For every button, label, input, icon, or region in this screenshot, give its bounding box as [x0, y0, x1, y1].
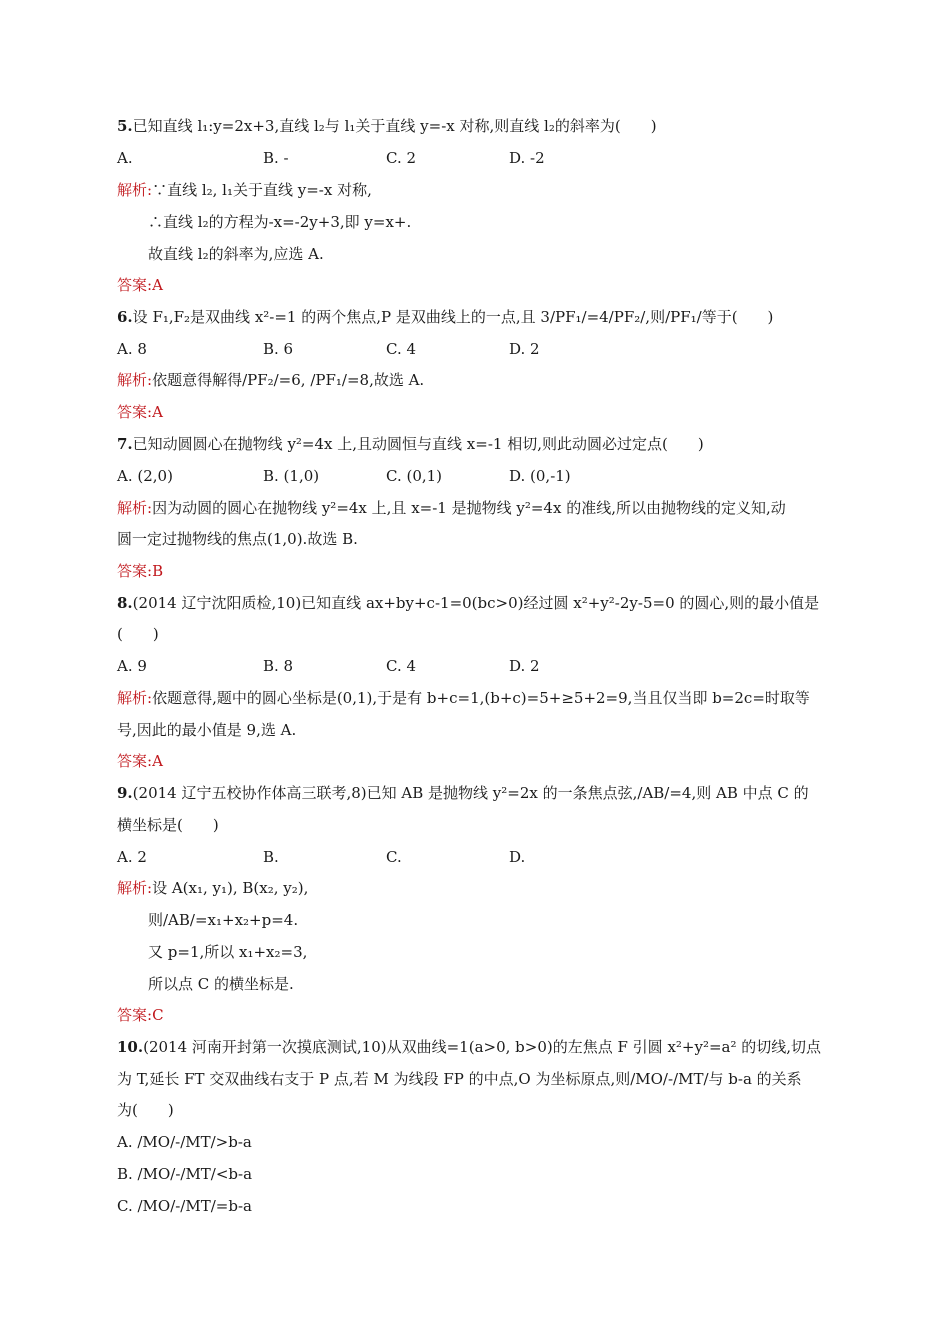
question-5-stem	[117, 116, 657, 136]
analysis-line: 号,因此的最小值是 9,选 A.	[117, 721, 297, 739]
question-6-analysis	[117, 370, 424, 390]
option-c: C.	[386, 848, 402, 866]
answer-label: 答案:	[117, 276, 153, 294]
question-text: (2014 辽宁五校协作体高三联考,8)已知 AB 是抛物线 y²=2x 的一条焦点弦,/AB/=4,则 AB 中点 C 的	[132, 784, 809, 802]
question-number: 10.	[117, 1038, 144, 1056]
analysis-line: 圆一定过抛物线的焦点(1,0).故选 B.	[117, 530, 358, 548]
analysis-line: 故直线 l₂的斜率为,应选 A.	[148, 245, 324, 263]
question-7-answer	[117, 561, 163, 581]
analysis-line: 则/AB/=x₁+x₂+p=4.	[148, 911, 299, 929]
question-number: 8.	[117, 594, 133, 612]
analysis-label: 解析:	[117, 689, 153, 707]
question-stem-line: 为 T,延长 FT 交双曲线右支于 P 点,若 M 为线段 FP 的中点,O 为坐标原点,则/MO/-/MT/与 b-a 的关系	[117, 1070, 802, 1088]
analysis-text: 依题意得,题中的圆心坐标是(0,1),于是有 b+c=1,(b+c)=5+≥5+2=9,当且仅当即 b=2c=时取等	[152, 689, 810, 707]
option-c: C. 2	[386, 149, 417, 167]
question-6-answer	[117, 402, 163, 422]
question-5-analysis	[117, 180, 372, 200]
option-a: A. 9	[117, 657, 147, 675]
question-number: 6.	[117, 308, 133, 326]
question-7-analysis	[117, 498, 786, 518]
answer-value: A	[152, 752, 163, 770]
question-8-analysis	[117, 688, 810, 708]
question-text: 已知直线 l₁:y=2x+3,直线 l₂与 l₁关于直线 y=-x 对称,则直线 l₂的斜率为( )	[132, 117, 657, 135]
question-number: 7.	[117, 435, 133, 453]
option-c: C. 4	[386, 340, 417, 358]
question-text: (2014 辽宁沈阳质检,10)已知直线 ax+by+c-1=0(bc>0)经过圆 x²+y²-2y-5=0 的圆心,则的最小值是	[132, 594, 820, 612]
question-text: 已知动圆圆心在抛物线 y²=4x 上,且动圆恒与直线 x=-1 相切,则此动圆必过定点( )	[132, 435, 704, 453]
question-text: (2014 河南开封第一次摸底测试,10)从双曲线=1(a>0, b>0)的左焦点 F 引圆 x²+y²=a² 的切线,切点	[143, 1038, 822, 1056]
option-d: D. -2	[509, 149, 545, 167]
answer-label: 答案:	[117, 1006, 153, 1024]
option-a: A. /MO/-/MT/>b-a	[117, 1133, 252, 1151]
answer-value: A	[152, 276, 163, 294]
option-b: B. 6	[263, 340, 294, 358]
question-number: 9.	[117, 784, 133, 802]
analysis-line: 所以点 C 的横坐标是.	[148, 975, 294, 993]
option-b: B. /MO/-/MT/<b-a	[117, 1165, 253, 1183]
option-c: C. (0,1)	[386, 467, 443, 485]
question-8-stem	[117, 593, 819, 613]
question-5-answer	[117, 275, 163, 295]
question-10-stem	[117, 1037, 821, 1057]
option-b: B. 8	[263, 657, 294, 675]
analysis-line: 又 p=1,所以 x₁+x₂=3,	[148, 943, 308, 961]
option-c: C. /MO/-/MT/=b-a	[117, 1197, 252, 1215]
option-c: C. 4	[386, 657, 417, 675]
question-9-analysis	[117, 878, 308, 898]
analysis-label: 解析:	[117, 181, 153, 199]
question-stem-line: 横坐标是( )	[117, 816, 219, 834]
analysis-text: 设 A(x₁, y₁), B(x₂, y₂),	[152, 879, 309, 897]
answer-label: 答案:	[117, 403, 153, 421]
question-6-stem	[117, 307, 773, 327]
option-a: A. 2	[117, 848, 147, 866]
analysis-text: 依题意得解得/PF₂/=6, /PF₁/=8,故选 A.	[152, 371, 425, 389]
option-b: B. (1,0)	[263, 467, 320, 485]
analysis-text: 因为动圆的圆心在抛物线 y²=4x 上,且 x=-1 是抛物线 y²=4x 的准线,所以由抛物线的定义知,动	[152, 499, 786, 517]
option-b: B. -	[263, 149, 289, 167]
question-9-answer	[117, 1005, 164, 1025]
option-a: A. 8	[117, 340, 147, 358]
question-9-stem	[117, 783, 809, 803]
question-text: 设 F₁,F₂是双曲线 x²-=1 的两个焦点,P 是双曲线上的一点,且 3/PF₁/=4/PF₂/,则/PF₁/等于( )	[132, 308, 774, 326]
question-stem-line: ( )	[117, 625, 159, 643]
option-d: D. (0,-1)	[509, 467, 571, 485]
option-a: A.	[117, 149, 133, 167]
answer-label: 答案:	[117, 752, 153, 770]
answer-value: A	[152, 403, 163, 421]
answer-value: B	[152, 562, 164, 580]
option-d: D. 2	[509, 340, 540, 358]
option-b: B.	[263, 848, 279, 866]
analysis-label: 解析:	[117, 499, 153, 517]
question-number: 5.	[117, 117, 133, 135]
option-a: A. (2,0)	[117, 467, 173, 485]
analysis-label: 解析:	[117, 371, 153, 389]
question-stem-line: 为( )	[117, 1101, 174, 1119]
option-d: D. 2	[509, 657, 540, 675]
answer-label: 答案:	[117, 562, 153, 580]
analysis-text: ∵直线 l₂, l₁关于直线 y=-x 对称,	[152, 181, 372, 199]
option-d: D.	[509, 848, 526, 866]
answer-value: C	[152, 1006, 164, 1024]
question-8-answer	[117, 751, 163, 771]
analysis-label: 解析:	[117, 879, 153, 897]
analysis-line: ∴直线 l₂的方程为-x=-2y+3,即 y=x+.	[148, 213, 412, 231]
question-7-stem	[117, 434, 704, 454]
